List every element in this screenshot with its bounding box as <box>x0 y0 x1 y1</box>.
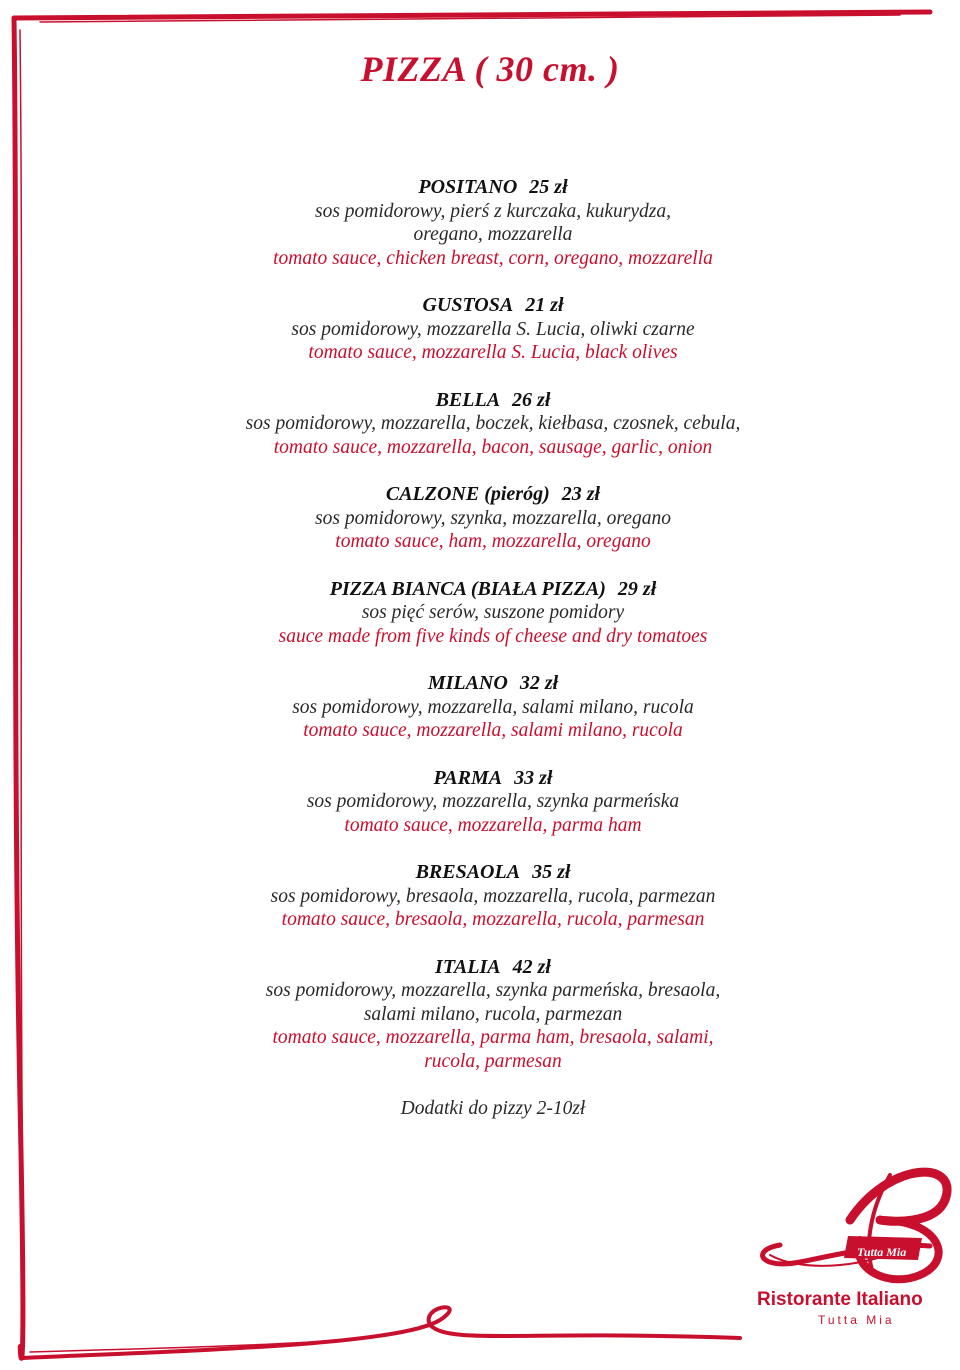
menu-item-price: 33 zł <box>514 766 553 789</box>
logo-tag: Tutta Mia <box>857 1245 907 1259</box>
extras-note: Dodatki do pizzy 2-10zł <box>400 1098 586 1119</box>
menu-item-heading <box>0 672 960 696</box>
menu-item-description-en: tomato sauce, ham, mozzarella, oregano <box>335 531 651 552</box>
menu-item <box>0 578 960 649</box>
menu-item <box>0 389 960 460</box>
menu-item-name: BRESAOLA <box>415 861 521 883</box>
menu-item <box>0 483 960 554</box>
menu-item-price: 32 zł <box>519 672 559 694</box>
menu-item-description-en: tomato sauce, mozzarella, bacon, sausage, garlic, onion <box>273 436 713 458</box>
menu-item-name: GUSTOSA <box>422 294 514 316</box>
menu-item-heading <box>0 176 960 200</box>
menu-item-name: MILANO <box>427 672 508 694</box>
menu-item-description-pl: sos pomidorowy, szynka, mozzarella, oregano <box>315 507 671 529</box>
menu-item-name: CALZONE (pieróg) <box>385 483 550 505</box>
menu-item-description-pl: sos pomidorowy, mozzarella, szynka parmeńska, bresaola, <box>265 980 721 1001</box>
menu-item-heading <box>0 294 960 318</box>
page-title: PIZZA ( 30 cm. ) <box>360 49 620 89</box>
menu-item-description-en: rucola, parmesan <box>424 1050 562 1072</box>
menu-item-description-pl: oregano, mozzarella <box>413 224 573 245</box>
menu-item-description-pl: sos pomidorowy, mozzarella S. Lucia, oliwki czarne <box>291 318 695 340</box>
menu-item-price: 42 zł <box>512 955 551 978</box>
menu-item-description-pl: salami milano, rucola, parmezan <box>363 1003 623 1025</box>
menu-item-description-pl: sos pomidorowy, pierś z kurczaka, kukurydza, <box>314 200 672 222</box>
menu-item-heading <box>0 956 960 980</box>
menu-item <box>0 767 960 838</box>
menu-item-description-pl: sos pomidorowy, mozzarella, szynka parmeńska <box>306 791 680 812</box>
menu-item-description-en: tomato sauce, mozzarella, parma ham, bresaola, salami, <box>272 1027 714 1048</box>
menu-item-price: 21 zł <box>525 294 564 316</box>
logo-name: Ristorante Italiano <box>757 1289 923 1310</box>
menu-item <box>0 672 960 743</box>
menu-item-description-pl: sos pomidorowy, mozzarella, salami milano, rucola <box>292 696 694 718</box>
menu-item-description-en: sauce made from five kinds of cheese and dry tomatoes <box>278 625 708 647</box>
menu-item-heading <box>0 578 960 602</box>
menu-item <box>0 176 960 270</box>
menu-item <box>0 956 960 1074</box>
menu-item <box>0 294 960 365</box>
menu-item-description-en: tomato sauce, mozzarella, salami milano, rucola <box>303 720 683 741</box>
logo-subtitle: Tutta Mia <box>818 1313 895 1327</box>
menu-item-name: PIZZA BIANCA (BIAŁA PIZZA) <box>329 577 606 600</box>
menu-item-name: POSITANO <box>418 176 518 198</box>
menu-item-description-en: tomato sauce, chicken breast, corn, oregano, mozzarella <box>273 247 713 269</box>
menu-item-description-pl: sos pomidorowy, mozzarella, boczek, kiełbasa, czosnek, cebula, <box>245 413 741 434</box>
menu-item-name: ITALIA <box>435 955 501 978</box>
menu-item-heading <box>0 767 960 791</box>
menu-item-description-en: tomato sauce, mozzarella S. Lucia, black olives <box>308 342 678 363</box>
menu-item-description-en: tomato sauce, mozzarella, parma ham <box>344 814 642 836</box>
menu-item-heading <box>0 861 960 885</box>
menu-item-heading <box>0 389 960 413</box>
menu-item-price: 26 zł <box>512 388 551 411</box>
menu-item-price: 23 zł <box>561 483 601 505</box>
menu-item-description-en: tomato sauce, bresaola, mozzarella, rucola, parmesan <box>281 909 705 930</box>
restaurant-logo-icon <box>740 1150 960 1290</box>
menu-item-price: 29 zł <box>617 577 657 600</box>
menu-item-heading <box>0 483 960 507</box>
menu-item-description-pl: sos pomidorowy, bresaola, mozzarella, rucola, parmezan <box>270 885 716 907</box>
menu-item-price: 25 zł <box>529 176 568 198</box>
menu-item-name: PARMA <box>433 766 503 789</box>
pizza-menu <box>0 176 960 1121</box>
menu-item-description-pl: sos pięć serów, suszone pomidory <box>361 602 625 623</box>
menu-item-name: BELLA <box>435 388 501 411</box>
menu-item-price: 35 zł <box>532 861 571 883</box>
menu-item <box>0 861 960 932</box>
